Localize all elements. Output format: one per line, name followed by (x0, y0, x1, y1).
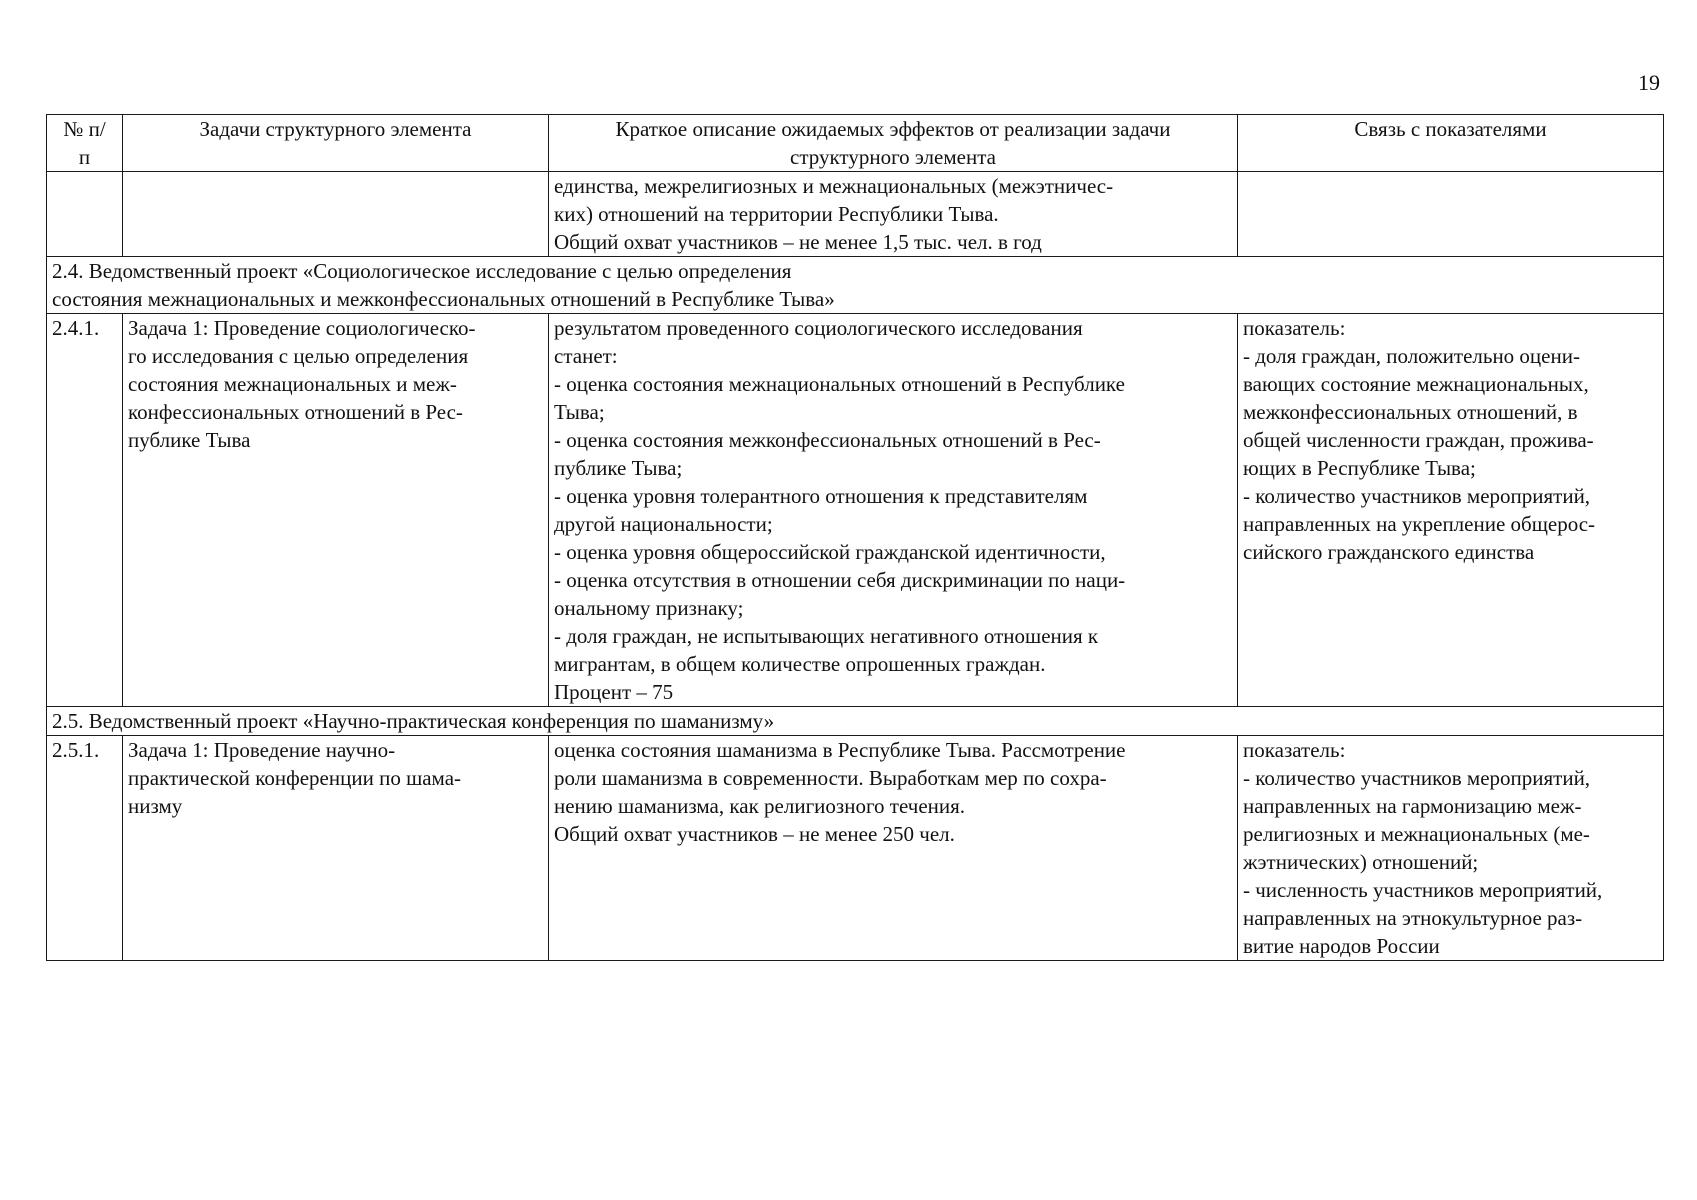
link-line: направленных на гармонизацию меж- (1243, 794, 1582, 818)
desc-line: Общий охват участников – не менее 250 чел. (554, 822, 955, 846)
link-line: ющих в Республике Тыва; (1243, 456, 1476, 480)
desc-line: - оценка отсутствия в отношении себя дискриминации по наци- (554, 568, 1126, 592)
desc-line: оценка состояния шаманизма в Республике Тыва. Рассмотрение (554, 738, 1126, 762)
task-line: конфессиональных отношений в Рес- (128, 400, 463, 424)
continuation-task (123, 172, 549, 257)
table-header-row (47, 115, 1664, 172)
page-number: 19 (1638, 70, 1660, 95)
section-line: 2.5. Ведомственный проект «Научно-практическая конференция по шаманизму» (52, 709, 775, 733)
link-line: показатель: (1243, 738, 1346, 762)
task-line: го исследования с целью определения (128, 344, 469, 368)
desc-line: Процент – 75 (554, 680, 674, 704)
desc-line: публике Тыва; (554, 456, 683, 480)
desc-line: ких) отношений на территории Республики Тыва. (554, 202, 999, 226)
desc-line: Тыва; (554, 400, 605, 424)
link-line: - количество участников мероприятий, (1243, 484, 1591, 508)
continuation-num (47, 172, 123, 257)
link-line: - доля граждан, положительно оцени- (1243, 344, 1580, 368)
task-line: состояния межнациональных и меж- (128, 372, 457, 396)
link-cell (1238, 314, 1664, 707)
desc-line: мигрантам, в общем количестве опрошенных граждан. (554, 652, 1046, 676)
link-line: сийского гражданского единства (1243, 540, 1535, 564)
desc-line: - оценка уровня общероссийской гражданской идентичности, (554, 540, 1106, 564)
desc-line: ональному признаку; (554, 596, 744, 620)
link-line: направленных на этнокультурное раз- (1243, 906, 1583, 930)
link-line: витие народов России (1243, 934, 1440, 958)
task-line: публике Тыва (128, 428, 251, 452)
link-line: - количество участников мероприятий, (1243, 766, 1591, 790)
row-number: 2.4.1. (47, 314, 123, 707)
task-line: практической конференции по шама- (128, 766, 462, 790)
header-task: Задачи структурного элемента (123, 115, 549, 172)
link-line: вающих состояние межнациональных, (1243, 372, 1589, 396)
link-line: - численность участников мероприятий, (1243, 878, 1603, 902)
task-line: Задача 1: Проведение социологическо- (128, 316, 476, 340)
link-line: общей численности граждан, прожива- (1243, 428, 1594, 452)
desc-cell (549, 736, 1238, 961)
header-num: № п/п (47, 115, 123, 172)
desc-line: - доля граждан, не испытывающих негативного отношения к (554, 624, 1099, 648)
task-line: низму (128, 794, 183, 818)
header-link: Связь с показателями (1238, 115, 1664, 172)
task-cell (123, 736, 549, 961)
section-row-2-5 (47, 707, 1664, 736)
link-line: направленных на укрепление общерос- (1243, 512, 1596, 536)
section-line: состояния межнациональных и межконфессиональных отношений в Республике Тыва» (52, 287, 835, 311)
link-cell (1238, 736, 1664, 961)
desc-line: результатом проведенного социологического исследования (554, 316, 1083, 340)
desc-line: нению шаманизма, как религиозного течения. (554, 794, 966, 818)
link-line: показатель: (1243, 316, 1346, 340)
section-title-2-5 (47, 707, 1664, 736)
section-line: 2.4. Ведомственный проект «Социологическое исследование с целью определения (52, 259, 792, 283)
section-row-2-4 (47, 257, 1664, 314)
desc-line: роли шаманизма в современности. Выработкам мер по сохра- (554, 766, 1107, 790)
header-desc: Краткое описание ожидаемых эффектов от реализации задачи структурного элемента (549, 115, 1238, 172)
link-line: религиозных и межнациональных (ме- (1243, 822, 1590, 846)
table-row-2-5-1 (47, 736, 1664, 961)
link-line: жэтнических) отношений; (1243, 850, 1479, 874)
desc-line: Общий охват участников – не менее 1,5 тыс. чел. в год (554, 230, 1042, 254)
program-table (46, 114, 1664, 961)
desc-line: другой национальности; (554, 512, 773, 536)
desc-line: - оценка уровня толерантного отношения к представителям (554, 484, 1088, 508)
row-number: 2.5.1. (47, 736, 123, 961)
task-line: Задача 1: Проведение научно- (128, 738, 396, 762)
desc-line: станет: (554, 344, 618, 368)
continuation-row (47, 172, 1664, 257)
continuation-link (1238, 172, 1664, 257)
desc-line: - оценка состояния межнациональных отношений в Республике (554, 372, 1125, 396)
continuation-desc (549, 172, 1238, 257)
link-line: межконфессиональных отношений, в (1243, 400, 1578, 424)
table-row-2-4-1 (47, 314, 1664, 707)
desc-line: - оценка состояния межконфессиональных отношений в Рес- (554, 428, 1101, 452)
desc-cell (549, 314, 1238, 707)
desc-line: единства, межрелигиозных и межнациональных (межэтничес- (554, 174, 1114, 198)
section-title-2-4 (47, 257, 1664, 314)
task-cell (123, 314, 549, 707)
